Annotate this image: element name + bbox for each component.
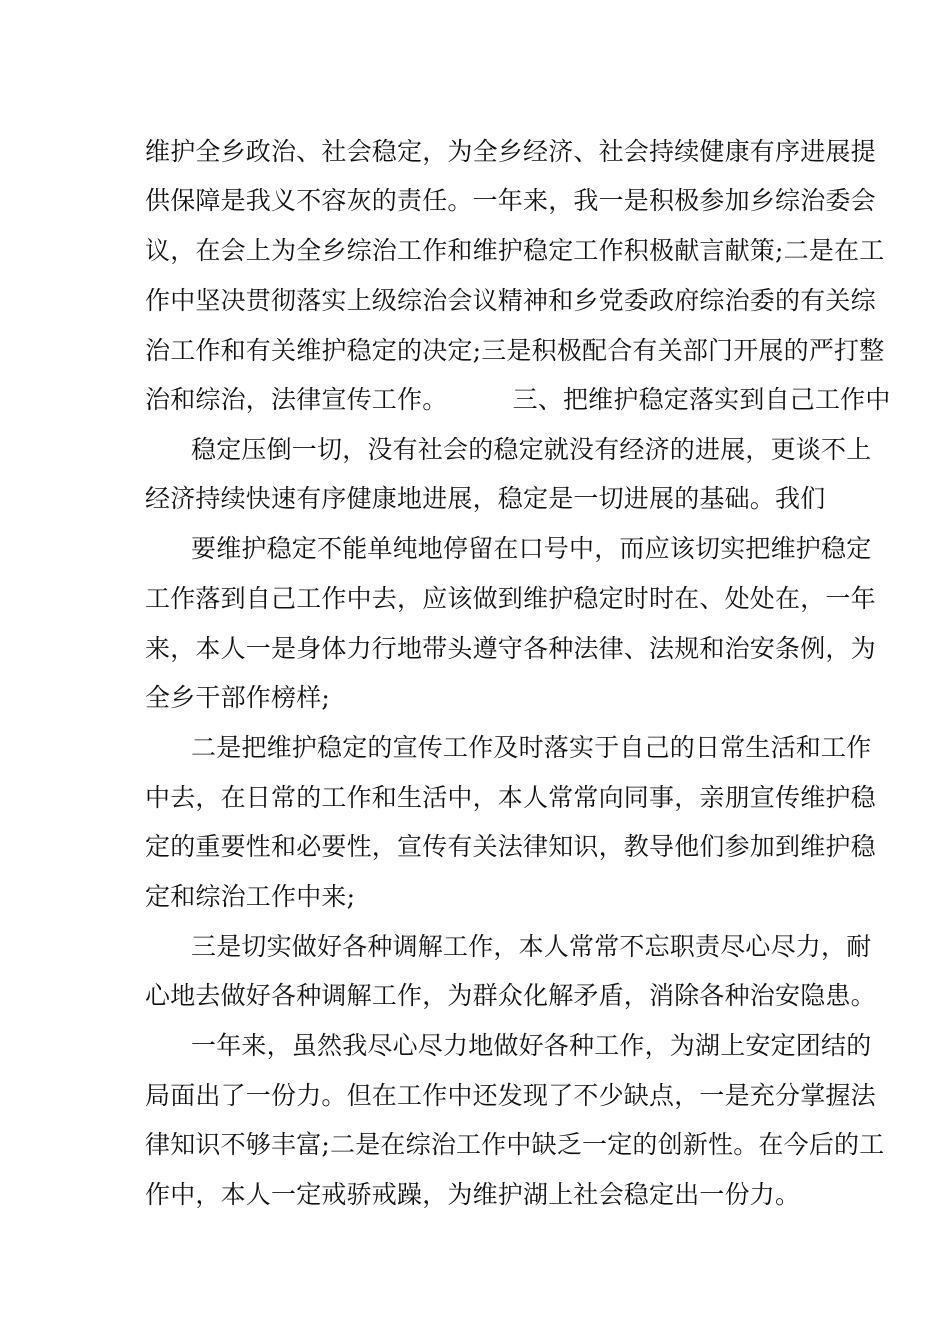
text-line: 二是把维护稳定的宣传工作及时落实于自己的日常生活和工作 — [191, 733, 872, 762]
text-line: 要维护稳定不能单纯地停留在口号中，而应该切实把维护稳定 — [191, 534, 872, 563]
text-line: 三是切实做好各种调解工作，本人常常不忘职责尽心尽力，耐 — [191, 932, 872, 961]
text-line: 供保障是我义不容灰的责任。一年来，我一是积极参加乡综治委会 — [145, 186, 876, 215]
text-line: 工作落到自己工作中去，应该做到维护稳定时时在、处处在，一年 — [145, 584, 876, 613]
text-line: 定和综治工作中来; — [145, 882, 356, 911]
text-line: 维护全乡政治、社会稳定，为全乡经济、社会持续健康有序进展提 — [145, 137, 876, 166]
text-line: 治工作和有关维护稳定的决定;三是积极配合有关部门开展的严打整 — [145, 336, 885, 365]
text-line: 作中坚决贯彻落实上级综治会议精神和乡党委政府综治委的有关综 — [145, 286, 876, 315]
text-line: 来，本人一是身体力行地带头遵守各种法律、法规和治安条例，为 — [145, 634, 876, 663]
text-line: 律知识不够丰富;二是在综治工作中缺乏一定的创新性。在今后的工 — [145, 1130, 885, 1159]
text-line: 定的重要性和必要性，宣传有关法律知识，教导他们参加到维护稳 — [145, 832, 876, 861]
text-line: 经济持续快速有序健康地进展，稳定是一切进展的基础。我们 — [145, 484, 826, 513]
text-line: 中去，在日常的工作和生活中，本人常常向同事，亲朋宣传维护稳 — [145, 783, 876, 812]
text-line: 稳定压倒一切，没有社会的稳定就没有经济的进展，更谈不上 — [191, 435, 872, 464]
text-line: 议，在会上为全乡综治工作和维护稳定工作积极献言献策;二是在工 — [145, 236, 885, 265]
text-line: 心地去做好各种调解工作，为群众化解矛盾，消除各种治安隐患。 — [145, 981, 876, 1010]
text-line: 作中，本人一定戒骄戒躁，为维护湖上社会稳定出一份力。 — [145, 1180, 801, 1209]
text-line: 全乡干部作榜样; — [145, 683, 331, 712]
text-line: 一年来，虽然我尽心尽力地做好各种工作，为湖上安定团结的 — [191, 1031, 872, 1060]
text-line: 治和综治，法律宣传工作。 三、把维护稳定落实到自己工作中 — [145, 385, 891, 414]
text-line: 局面出了一份力。但在工作中还发现了不少缺点，一是充分掌握法 — [145, 1081, 876, 1110]
